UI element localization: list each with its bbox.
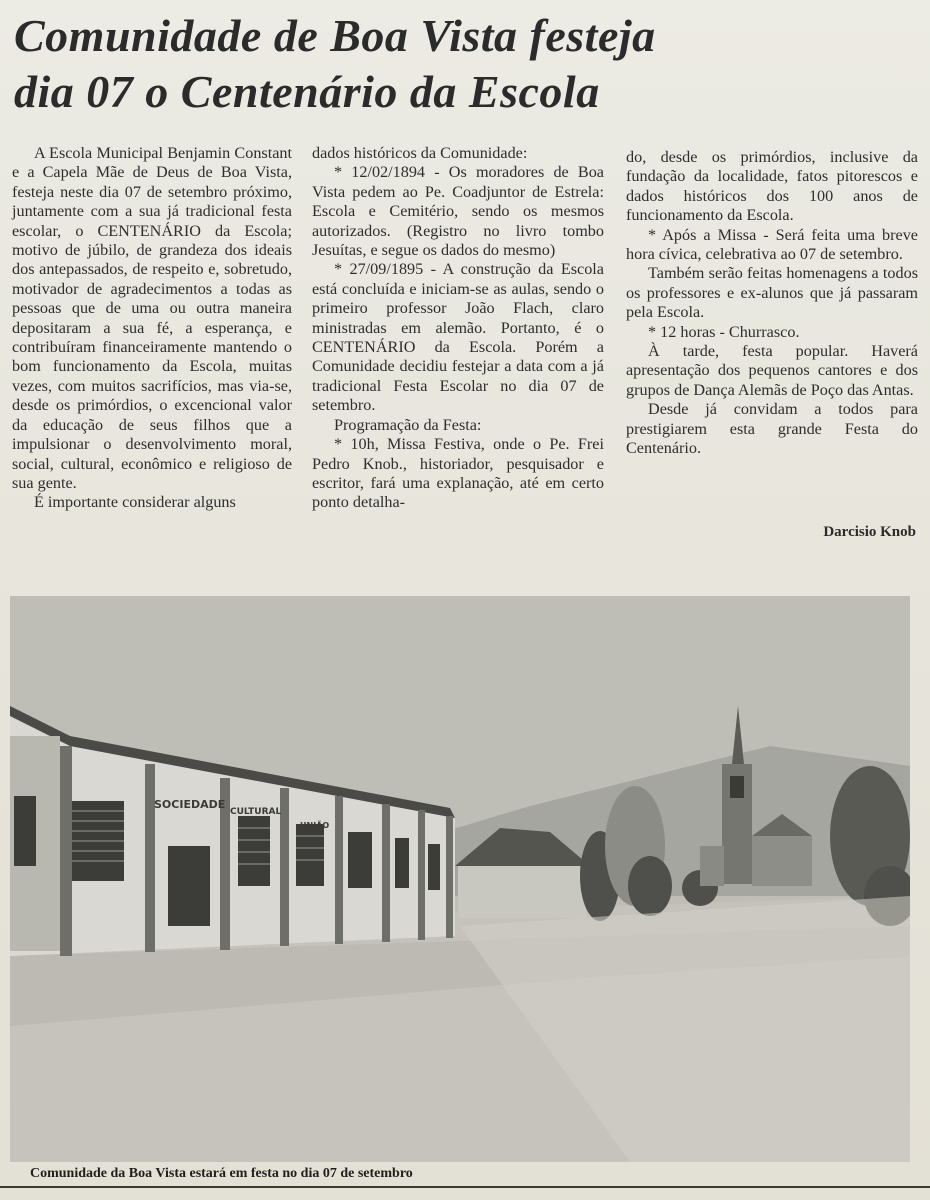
column-1: [12, 144, 292, 513]
paragraph: dados históricos da Comunidade:: [312, 144, 528, 162]
article-headline: [14, 8, 914, 120]
paragraph: do, desde os primórdios, inclusive da fundação da localidade, fatos pitorescos e dados históricos dos 100 anos de funcionamento da Escola.: [626, 148, 918, 225]
paragraph: A Escola Municipal Benjamin Constant e a Capela Mãe de Deus de Boa Vista, festeja neste dia 07 de setembro próximo, juntamente com a sua já tradicional festa escolar, o CENTENÁRIO da Escola; motivo de júbilo, de grandeza dos ideais dos antepassados, de respeito e, sobretudo, motivador de agradecimentos a todas as pessoas que de uma ou outra maneira depositaram a sua fé, a esperança, e contribuíram financeiramente mantendo o bom funcionamento da Escola, muitas vezes, com muitos sacrifícios, mas via-se, desde os primórdios, o excencional valor da educação de seus filhos que a impulsionar o desenvolvimento moral, social, cultural, econômico e religioso de sua gente.: [12, 144, 292, 492]
paragraph: Programação da Festa:: [334, 415, 482, 434]
sign-text-2: CULTURAL: [230, 807, 282, 817]
column-2: [312, 144, 604, 513]
headline-line-2: dia 07 o Centenário da Escola: [14, 66, 600, 117]
column-3: [626, 148, 918, 459]
headline-line-1: Comunidade de Boa Vista festeja: [14, 10, 656, 61]
paragraph: * 27/09/1895 - A construção da Escola está concluída e iniciam-se as aulas, sendo o primeiro professor João Flach, claro ministradas em alemão. Portanto, é o CENTENÁRIO da Escola. Porém a Comunidade decidiu festejar a data com a já tradicional Festa Escolar no dia 07 de setembro.: [312, 260, 604, 415]
photo-caption: Comunidade da Boa Vista estará em festa no dia 07 de setembro: [30, 1166, 413, 1181]
paragraph: Também serão feitas homenagens a todos os professores e ex-alunos que já passaram pela Escola.: [626, 264, 918, 322]
article-body: [12, 144, 918, 576]
paragraph: À tarde, festa popular. Haverá apresentação dos pequenos cantores e dos grupos de Dança Alemãs de Poço das Antas.: [626, 342, 918, 399]
paragraph: * Após a Missa - Será feita uma breve hora cívica, celebrativa ao 07 de setembro.: [626, 225, 918, 264]
paragraph: * 12/02/1894 - Os moradores de Boa Vista pedem ao Pe. Coadjuntor de Estrela: Escola e Cemitério, sendo os mesmos autorizados. (Registro no livro tombo Jesuítas, e segue os dados do mesmo): [312, 163, 604, 260]
paragraph: * 12 horas - Churrasco.: [648, 322, 800, 341]
photo-school-building-and-church: [10, 596, 910, 1162]
sign-text-1: SOCIEDADE: [154, 798, 226, 811]
sign-text-3: UNIÃO: [300, 821, 330, 830]
article-photo: [10, 596, 910, 1162]
article-byline: Darcisio Knob: [823, 524, 916, 540]
bottom-rule: [0, 1186, 930, 1188]
paragraph: É importante considerar alguns: [34, 493, 236, 512]
paragraph: Desde já convidam a todos para prestigiarem esta grande Festa do Centenário.: [626, 400, 918, 458]
paragraph: * 10h, Missa Festiva, onde o Pe. Frei Pedro Knob., historiador, pesquisador e escritor, fará uma explanação, até em certo ponto detalha-: [312, 435, 604, 512]
